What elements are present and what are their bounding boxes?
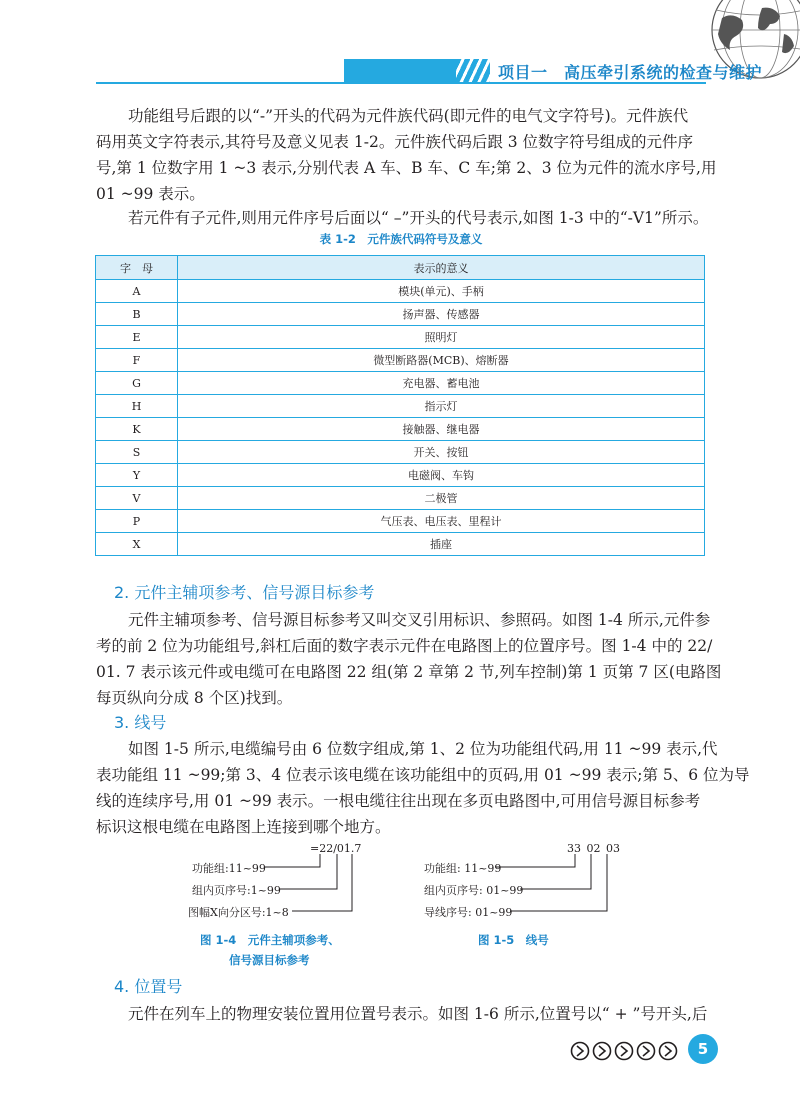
paragraph-3-line-3: 01. 7 表示该元件或电缆可在电路图 22 组(第 2 章第 2 节,列车控制)第 1 页第 7 区(电路图 <box>96 663 722 681</box>
cell-meaning: 电磁阀、车钩 <box>178 464 705 487</box>
cell-letter: G <box>96 372 178 395</box>
paragraph-4-line-4: 标识这根电缆在电路图上连接到哪个地方。 <box>96 818 391 836</box>
table-row <box>96 418 705 441</box>
paragraph-4-line-1: 如图 1-5 所示,电缆编号由 6 位数字组成,第 1、2 位为功能组代码,用 11 ~99 表示,代 <box>128 740 718 758</box>
figure-1-5 <box>420 840 620 920</box>
table-row <box>96 280 705 303</box>
fig-1-5-label-1: 功能组: 11~99 <box>424 862 502 875</box>
fig-1-5-label-3: 导线序号: 01~99 <box>424 906 513 919</box>
paragraph-1-line-3: 号,第 1 位数字用 1 ~3 表示,分别代表 A 车、B 车、C 车;第 2、3 位为元件的流水序号,用 <box>96 159 717 177</box>
cell-meaning: 充电器、蓄电池 <box>178 372 705 395</box>
fig-1-5-code: 33 02 03 <box>567 842 620 855</box>
cell-meaning: 插座 <box>178 533 705 556</box>
paragraph-3-line-4: 每页纵向分成 8 个区)找到。 <box>96 689 293 707</box>
cell-letter: P <box>96 510 178 533</box>
table-row <box>96 372 705 395</box>
paragraph-3-line-2: 考的前 2 位为功能组号,斜杠后面的数字表示元件在电路图上的位置序号。图 1-4 中的 22/ <box>96 637 713 655</box>
paragraph-4-line-3: 线的连续序号,用 01 ~99 表示。一根电缆往往出现在多页电路图中,可用信号源目标参考 <box>96 792 701 810</box>
table-row <box>96 533 705 556</box>
table-row <box>96 464 705 487</box>
cell-meaning: 扬声器、传感器 <box>178 303 705 326</box>
fig-1-4-caption-2: 信号源目标参考 <box>229 953 310 967</box>
section-heading-2: 2. 元件主辅项参考、信号源目标参考 <box>114 583 375 602</box>
header-rule <box>96 82 706 84</box>
table-row <box>96 395 705 418</box>
cell-meaning: 指示灯 <box>178 395 705 418</box>
header-title: 项目一 高压牵引系统的检查与维护 <box>498 63 763 82</box>
page-number: 5 <box>688 1034 718 1064</box>
paragraph-1-line-2: 码用英文字符表示,其符号及意义见表 1-2。元件族代码后跟 3 位数字符号组成的元件序 <box>96 133 694 151</box>
paragraph-5: 元件在列车上的物理安装位置用位置号表示。如图 1-6 所示,位置号以“ + ”号开头,后 <box>128 1005 708 1023</box>
fig-1-4-label-3: 图幅X向分区号:1~8 <box>188 906 289 919</box>
cell-letter: S <box>96 441 178 464</box>
paragraph-1-line-4: 01 ~99 表示。 <box>96 185 205 203</box>
cell-meaning: 接触器、继电器 <box>178 418 705 441</box>
table-row <box>96 510 705 533</box>
cell-letter: B <box>96 303 178 326</box>
cell-letter: H <box>96 395 178 418</box>
cell-letter: V <box>96 487 178 510</box>
table-row <box>96 441 705 464</box>
fig-1-5-label-2: 组内页序号: 01~99 <box>424 884 524 897</box>
cell-letter: Y <box>96 464 178 487</box>
cell-meaning: 气压表、电压表、里程计 <box>178 510 705 533</box>
fig-1-4-caption-1: 图 1-4 元件主辅项参考、 <box>200 933 340 947</box>
paragraph-2: 若元件有子元件,则用元件序号后面以“ –”开头的代号表示,如图 1-3 中的“-V1”所示。 <box>128 209 709 227</box>
column-header-letter: 字 母 <box>96 256 178 280</box>
figure-1-4 <box>180 840 380 920</box>
table-header-row <box>96 256 705 280</box>
fig-1-4-label-2: 组内页序号:1~99 <box>192 884 281 897</box>
table-row <box>96 303 705 326</box>
cell-meaning: 模块(单元)、手柄 <box>178 280 705 303</box>
cell-letter: X <box>96 533 178 556</box>
footer-arrows-icon <box>569 1040 689 1062</box>
cell-letter: F <box>96 349 178 372</box>
paragraph-4-line-2: 表功能组 11 ~99;第 3、4 位表示该电缆在该功能组中的页码,用 01 ~99 表示;第 5、6 位为导 <box>96 766 750 784</box>
fig-1-5-caption: 图 1-5 线号 <box>478 933 549 947</box>
cell-meaning: 照明灯 <box>178 326 705 349</box>
paragraph-1-line-1: 功能组号后跟的以“-”开头的代码为元件族代码(即元件的电气文字符号)。元件族代 <box>128 107 689 125</box>
cell-meaning: 开关、按钮 <box>178 441 705 464</box>
component-code-table <box>95 255 705 556</box>
fig-1-4-code: =22/01.7 <box>310 842 362 855</box>
header-stripes <box>456 59 490 83</box>
cell-meaning: 二极管 <box>178 487 705 510</box>
table-row <box>96 326 705 349</box>
section-heading-3: 3. 线号 <box>114 713 167 732</box>
cell-letter: E <box>96 326 178 349</box>
fig-1-4-label-1: 功能组:11~99 <box>192 862 266 875</box>
column-header-meaning: 表示的意义 <box>178 256 705 280</box>
cell-meaning: 微型断路器(MCB)、熔断器 <box>178 349 705 372</box>
table-row <box>96 487 705 510</box>
cell-letter: A <box>96 280 178 303</box>
cell-letter: K <box>96 418 178 441</box>
table-caption: 表 1-2 元件族代码符号及意义 <box>319 232 483 246</box>
paragraph-3-line-1: 元件主辅项参考、信号源目标参考又叫交叉引用标识、参照码。如图 1-4 所示,元件参 <box>128 611 711 629</box>
fig-1-4-leader-lines <box>180 840 380 920</box>
fig-1-5-leader-lines <box>420 840 620 920</box>
table-row <box>96 349 705 372</box>
section-heading-4: 4. 位置号 <box>114 977 183 996</box>
header-bar <box>344 59 456 83</box>
